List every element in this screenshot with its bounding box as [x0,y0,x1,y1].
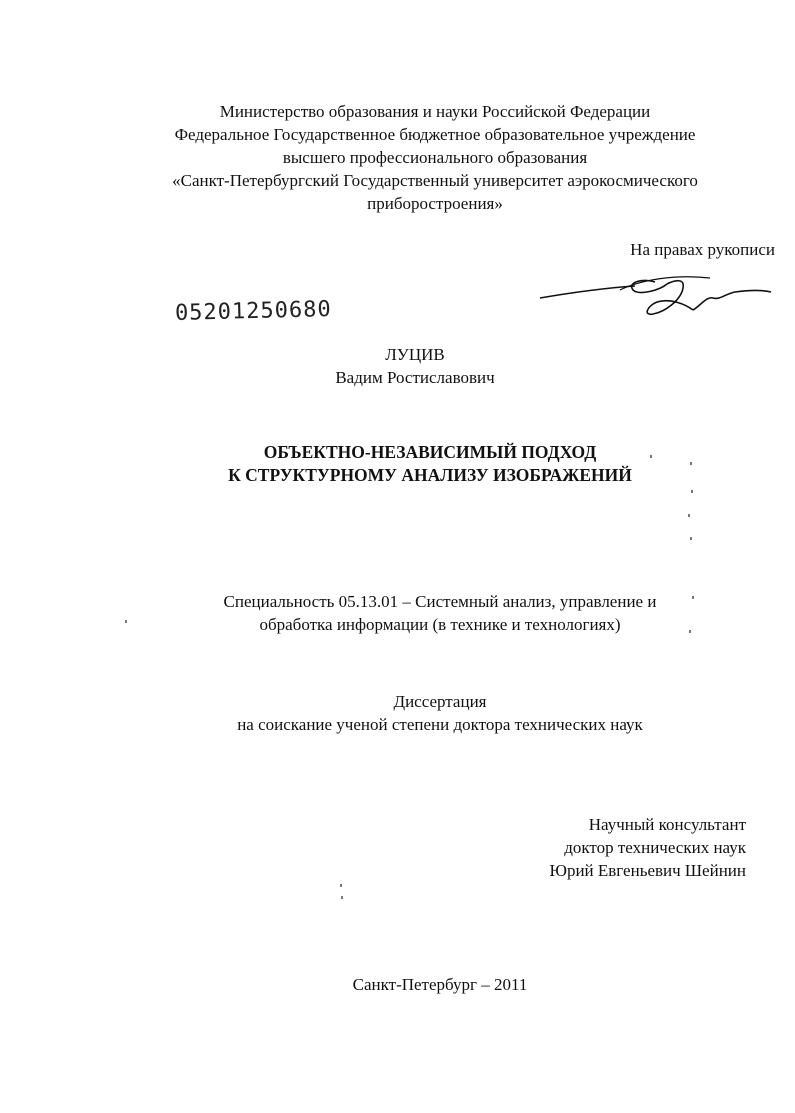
author-name: Вадим Ростиславович [335,368,495,387]
dissertation-title [180,441,680,487]
manuscript-rights-note: На правах рукописи [630,240,775,259]
city-year-footer: Санкт-Петербург – 2011 [352,975,528,994]
scan-speck [340,884,342,887]
scan-speck [125,620,127,623]
registration-stamp-number: 05201250680 [174,296,333,327]
specialty-block [170,590,710,636]
institution-line-university: «Санкт-Петербургский Государственный университет аэрокосмического [172,171,698,190]
specialty-line-1: Специальность 05.13.01 – Системный анализ, управление и [223,592,657,611]
institution-line-federal: Федеральное Государственное бюджетное образовательное учреждение [174,125,696,144]
author-block [290,343,540,389]
scientific-consultant-block [470,813,746,882]
consultant-role: Научный консультант [588,815,746,834]
degree-description: на соискание ученой степени доктора технических наук [237,715,643,734]
scan-speck [692,596,694,599]
title-line-2: К СТРУКТУРНОМУ АНАЛИЗУ ИЗОБРАЖЕНИЙ [228,465,632,485]
institution-line-ministry: Министерство образования и науки Российской Федерации [219,102,651,121]
scan-speck [689,630,691,633]
consultant-name: Юрий Евгеньевич Шейнин [549,861,746,880]
scan-speck [690,537,692,540]
consultant-degree: доктор технических наук [564,838,746,857]
scan-speck [691,490,693,493]
specialty-line-2: обработка информации (в технике и технологиях) [259,615,621,634]
scan-speck [690,462,692,465]
scan-speck [688,514,690,517]
title-line-1: ОБЪЕКТНО-НЕЗАВИСИМЫЙ ПОДХОД [263,442,597,462]
dissertation-degree-block [190,690,690,736]
scan-speck [341,896,343,899]
institution-line-instrument: приборостроения» [367,194,503,213]
institution-line-education: высшего профессионального образования [282,148,588,167]
dissertation-label: Диссертация [393,692,487,711]
author-surname: ЛУЦИВ [385,345,445,364]
institution-header [90,100,780,215]
handwritten-signature [535,268,775,328]
scan-speck [650,455,652,458]
